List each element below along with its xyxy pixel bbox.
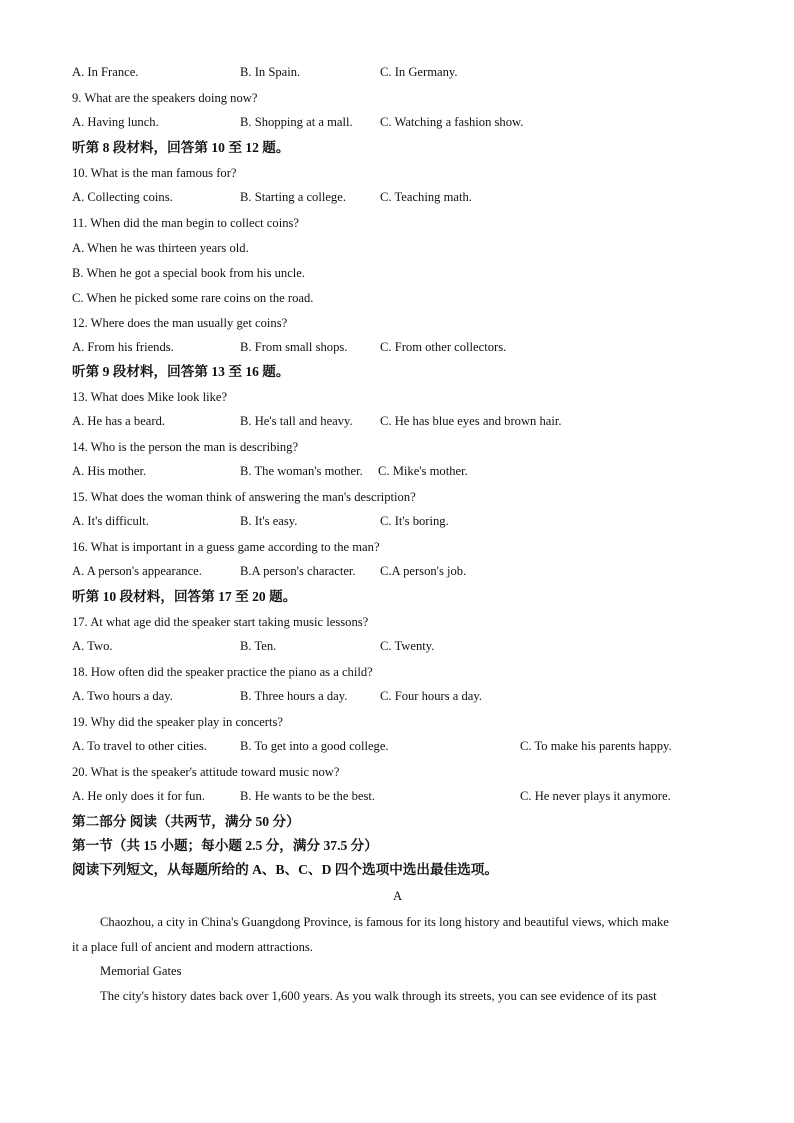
passage-paragraph-1-line-2: it a place full of ancient and modern attractions. bbox=[72, 940, 313, 954]
passage-subheading: Memorial Gates bbox=[100, 964, 182, 978]
section10-heading: 听第 10 段材料，回答第 17 至 20 题。 bbox=[72, 589, 297, 604]
q17-question: 17. At what age did the speaker start taking music lessons? bbox=[72, 615, 369, 629]
q11-option-b: B. When he got a special book from his uncle. bbox=[72, 266, 306, 280]
q16-option-b: B.A person's character. bbox=[240, 564, 356, 578]
q9-option-b: B. Shopping at a mall. bbox=[240, 115, 353, 129]
q16-option-a: A. A person's appearance. bbox=[72, 564, 202, 578]
section9-heading: 听第 9 段材料，回答第 13 至 16 题。 bbox=[72, 364, 290, 379]
q10-question: 10. What is the man famous for? bbox=[72, 166, 237, 180]
q9-question: 9. What are the speakers doing now? bbox=[72, 91, 258, 105]
q17-option-b: B. Ten. bbox=[240, 639, 277, 653]
q10-option-c: C. Teaching math. bbox=[380, 190, 472, 204]
q13-option-a: A. He has a beard. bbox=[72, 414, 166, 428]
passage-paragraph-2-line-1: The city's history dates back over 1,600 years. As you walk through its streets, you can see evidence of its past bbox=[100, 989, 657, 1003]
q20-option-a: A. He only does it for fun. bbox=[72, 789, 205, 803]
q9-option-a: A. Having lunch. bbox=[72, 115, 159, 129]
part2-heading: 第二部分 阅读（共两节，满分 50 分） bbox=[72, 814, 300, 829]
q19-option-a: A. To travel to other cities. bbox=[72, 739, 207, 753]
q11-question: 11. When did the man begin to collect coins? bbox=[72, 216, 299, 230]
q11-option-a: A. When he was thirteen years old. bbox=[72, 241, 249, 255]
q15-option-b: B. It's easy. bbox=[240, 514, 298, 528]
q10-option-b: B. Starting a college. bbox=[240, 190, 346, 204]
q20-question: 20. What is the speaker's attitude toward music now? bbox=[72, 765, 340, 779]
q12-option-c: C. From other collectors. bbox=[380, 340, 507, 354]
passage-paragraph-1-line-1: Chaozhou, a city in China's Guangdong Province, is famous for its long history and beautiful views, which make bbox=[100, 915, 669, 929]
q16-option-c: C.A person's job. bbox=[380, 564, 467, 578]
q19-option-c: C. To make his parents happy. bbox=[520, 739, 672, 753]
q14-option-a: A. His mother. bbox=[72, 464, 147, 478]
q15-option-a: A. It's difficult. bbox=[72, 514, 149, 528]
q19-option-b: B. To get into a good college. bbox=[240, 739, 389, 753]
q13-question: 13. What does Mike look like? bbox=[72, 390, 228, 404]
passage-label: A bbox=[393, 889, 403, 903]
section8-heading: 听第 8 段材料，回答第 10 至 12 题。 bbox=[72, 140, 290, 155]
q9-option-c: C. Watching a fashion show. bbox=[380, 115, 524, 129]
q13-option-b: B. He's tall and heavy. bbox=[240, 414, 353, 428]
q16-question: 16. What is important in a guess game according to the man? bbox=[72, 540, 380, 554]
q19-question: 19. Why did the speaker play in concerts? bbox=[72, 715, 283, 729]
q14-question: 14. Who is the person the man is describing? bbox=[72, 440, 299, 454]
q14-option-b: B. The woman's mother. bbox=[240, 464, 363, 478]
q15-question: 15. What does the woman think of answering the man's description? bbox=[72, 490, 416, 504]
q18-option-c: C. Four hours a day. bbox=[380, 689, 483, 703]
q18-question: 18. How often did the speaker practice the piano as a child? bbox=[72, 665, 373, 679]
q13-option-c: C. He has blue eyes and brown hair. bbox=[380, 414, 562, 428]
q8-option-a: A. In France. bbox=[72, 65, 139, 79]
q20-option-c: C. He never plays it anymore. bbox=[520, 789, 671, 803]
q8-option-b: B. In Spain. bbox=[240, 65, 301, 79]
q12-option-a: A. From his friends. bbox=[72, 340, 174, 354]
q10-option-a: A. Collecting coins. bbox=[72, 190, 173, 204]
q11-option-c: C. When he picked some rare coins on the road. bbox=[72, 291, 314, 305]
q17-option-a: A. Two. bbox=[72, 639, 113, 653]
reading-instruction: 阅读下列短文，从每题所给的 A、B、C、D 四个选项中选出最佳选项。 bbox=[72, 862, 498, 877]
q12-option-b: B. From small shops. bbox=[240, 340, 348, 354]
section1-heading: 第一节（共 15 小题；每小题 2.5 分，满分 37.5 分） bbox=[72, 838, 378, 853]
q8-option-c: C. In Germany. bbox=[380, 65, 458, 79]
q12-question: 12. Where does the man usually get coins? bbox=[72, 316, 288, 330]
q14-option-c: C. Mike's mother. bbox=[378, 464, 468, 478]
q15-option-c: C. It's boring. bbox=[380, 514, 449, 528]
q20-option-b: B. He wants to be the best. bbox=[240, 789, 376, 803]
q18-option-b: B. Three hours a day. bbox=[240, 689, 348, 703]
q18-option-a: A. Two hours a day. bbox=[72, 689, 173, 703]
q17-option-c: C. Twenty. bbox=[380, 639, 435, 653]
